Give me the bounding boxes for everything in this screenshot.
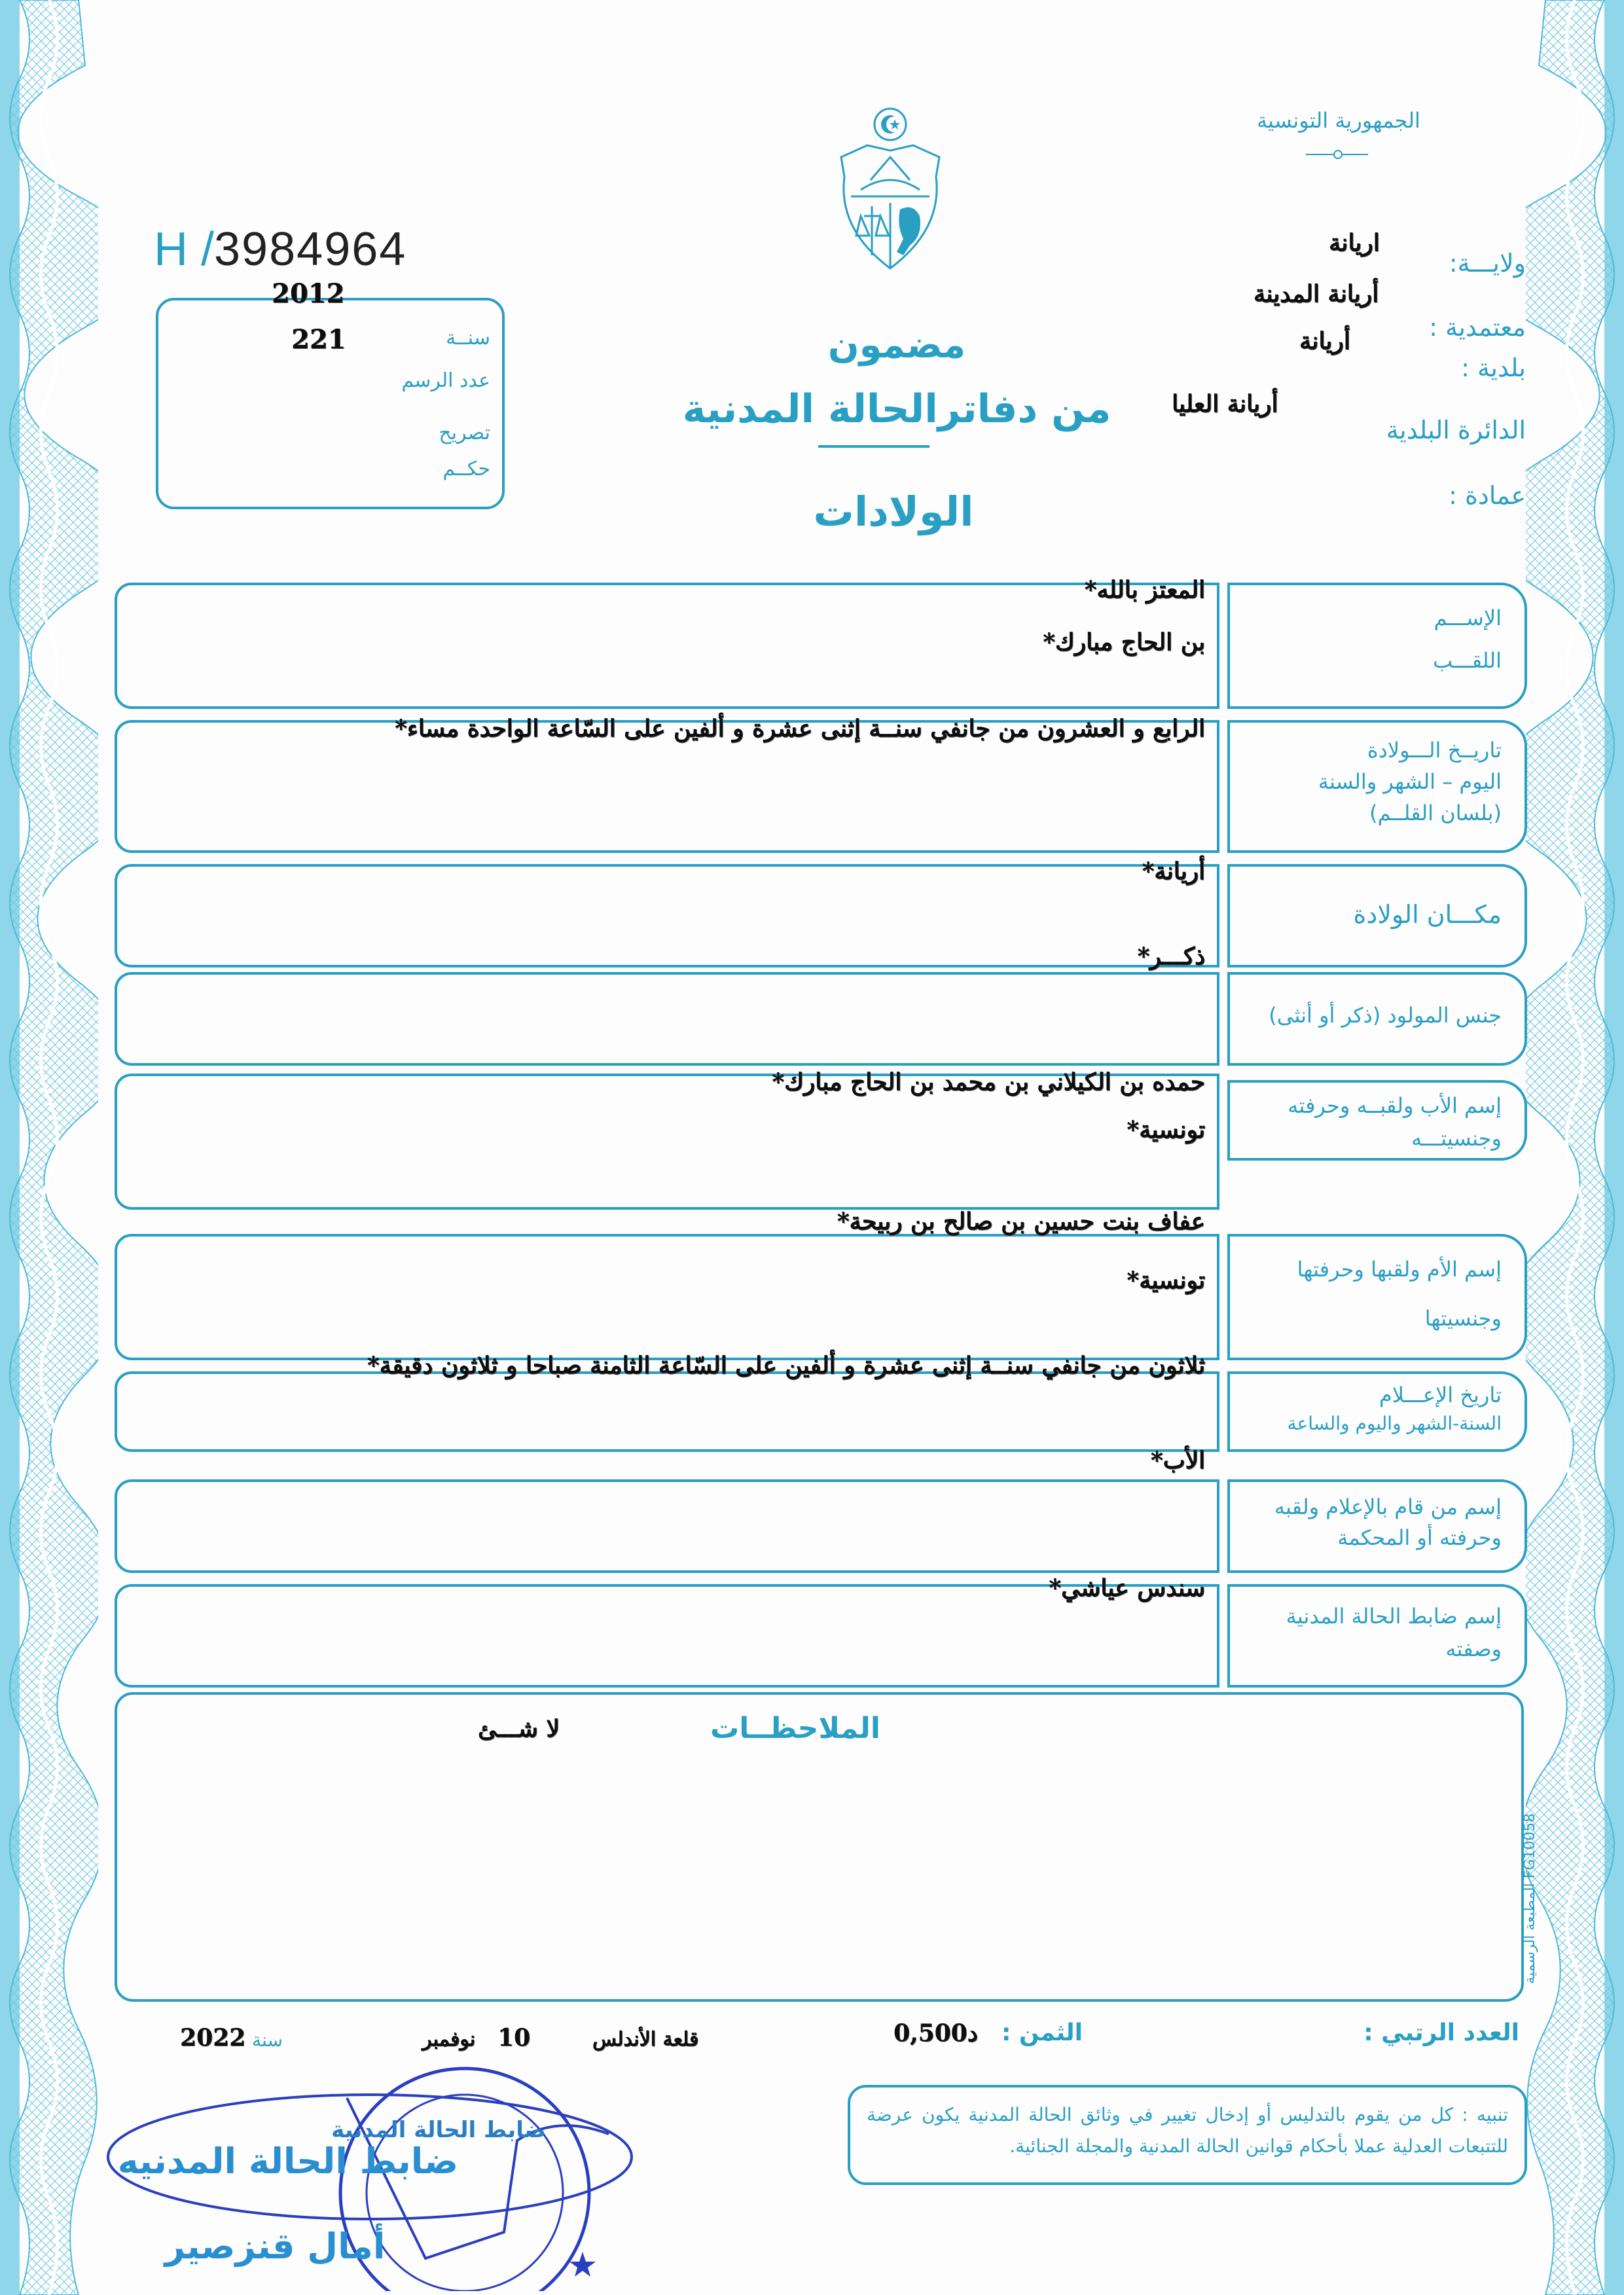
field-label: وجنسيتها [1424,1306,1502,1331]
title-underline [818,445,929,448]
field-label: تاريــخ الـــولادة [1367,738,1502,763]
field-label: (بلسان القلــم) [1369,801,1502,825]
field-label: جنس المولود (ذكر أو أنثى) [1269,1003,1502,1028]
issue-day: 10 [497,2024,531,2051]
stamp-signature-name: أمال قنزصير [164,2226,386,2267]
field-name-label-box [1227,583,1527,709]
field-declaration-date-value-box [115,1371,1219,1452]
field-sex-label-box [1227,972,1527,1066]
field-officer-label-box [1227,1584,1527,1688]
document-title-births: الولادات [813,488,974,535]
registry-year-label: سنــة [446,327,490,350]
field-sex-value-box [115,972,1219,1066]
registry-act-number-value: 221 [291,324,346,355]
serial-prefix: H / [154,223,215,276]
footer-price-label: الثمن : [1001,2019,1083,2046]
guilloche-border-left [0,0,98,2295]
field-value-declarant: الأب* [1150,1447,1205,1474]
field-value-father-nationality: تونسية* [1127,1116,1205,1144]
field-declarant-label-box [1227,1479,1527,1573]
field-label: إسم الأب ولقبــه وحرفته [1288,1093,1502,1118]
delegation-value: أريانة المدينة [1254,280,1379,308]
registry-act-number-label: عدد الرسم [401,369,490,392]
issue-place: قلعة الأندلس [592,2028,699,2051]
field-label: وصفته [1445,1636,1502,1661]
document-title-extract: مضمون [827,324,966,367]
field-father-label-box [1227,1080,1527,1161]
sector-label: عمادة : [1449,481,1526,510]
governorate-label: ولايـــة: [1449,249,1526,278]
field-mother-label-box [1227,1234,1527,1360]
field-declaration-date-label-box [1227,1371,1527,1452]
notes-label: الملاحظــات [710,1712,880,1745]
field-label: إسم من قام بالإعلام ولقبه [1274,1494,1502,1519]
issue-year-label: سنة [252,2029,283,2051]
field-value-officer: سندس عياشي* [1049,1574,1205,1602]
registry-year-value: 2012 [272,278,345,309]
field-value-sex: ذكـــر* [1137,943,1205,970]
field-birthdate-label-box [1227,720,1527,853]
field-value-birthplace: أريانة* [1142,858,1205,885]
field-value-first-name: المعتز بالله* [1084,576,1205,604]
field-label: اللقـــب [1433,648,1502,673]
field-label: السنة-الشهر واليوم والساعة [1287,1413,1502,1434]
footer-serial-label: العدد الرتبي : [1363,2019,1519,2046]
district-value: أريانة العليا [1172,390,1278,418]
issue-month: نوفمبر [422,2028,476,2051]
field-mother-value-box [115,1234,1219,1360]
tunisia-coat-of-arms-icon [831,105,949,281]
district-label: الدائرة البلدية [1386,416,1526,444]
field-label: وحرفته أو المحكمة [1337,1525,1502,1550]
field-value-declaration-date: ثلاثون من جانفي سنــة إثنى عشرة و ألفين على السّاعة الثامنة صباحا و ثلاثون دقيقة* [367,1352,1205,1379]
governorate-value: اريانة [1329,229,1380,257]
field-label: الإســـم [1434,605,1502,630]
field-label: مكـــان الولادة [1353,900,1502,929]
notes-value: لا شـــئ [478,1715,560,1743]
ornamental-rule [1306,154,1368,155]
delegation-label: معتمدية : [1429,313,1526,342]
field-label: وجنسيتـــه [1411,1126,1502,1151]
field-value-birthdate: الرابع و العشرون من جانفي سنــة إثنى عشرة و ألفين على السّاعة الواحدة مساء* [394,715,1205,742]
field-label: إسم الأم ولقبها وحرفتها [1297,1257,1502,1282]
field-birthplace-value-box [115,864,1219,967]
stamp-line-2: ضابط الحالة المدنيه [117,2141,459,2182]
warning-box [848,2085,1527,2185]
field-value-mother-name: عفاف بنت حسين بن صالح بن ربيحة* [837,1208,1205,1235]
field-label: اليوم – الشهر والسنة [1318,769,1502,794]
guilloche-border-right [1526,0,1624,2295]
republic-heading: الجمهورية التونسية [1257,108,1420,133]
registry-judgment-label: حكــم [442,458,490,480]
serial-digits: 3984964 [214,223,407,276]
field-declarant-value-box [115,1479,1219,1573]
field-label: إسم ضابط الحالة المدنية [1286,1604,1502,1629]
warning-text: تنبيه : كل من يقوم بالتدليس أو إدخال تغيير في وثائق الحالة المدنية يكون عرضة للتتبعات العدلية عملا بأحكام قوانين الحالة المدنية والمجلة الجنائية. [867,2104,1508,2157]
footer-price-value: 0,500د [893,2019,978,2047]
field-value-mother-nationality: تونسية* [1127,1267,1205,1294]
registry-declaration-label: تصريح [439,422,490,444]
official-stamp-signature [98,2042,655,2291]
issue-year-value: 2022 [180,2024,246,2051]
field-birthplace-label-box [1227,864,1527,967]
printer-mark: المطبعة الرسمية FG10058 [1522,1813,1538,1984]
field-value-surname: بن الحاج مبارك* [1043,628,1205,656]
municipality-value: أريانة [1299,327,1350,355]
serial-number [154,223,406,276]
document-title-registers: من دفاترالحالة المدنية [682,386,1111,432]
stamp-line-1: ضابط الحالة المدنية [331,2117,546,2143]
field-label: تاريخ الإعـــلام [1379,1382,1502,1407]
field-value-father-name: حمده بن الكيلاني بن محمد بن الحاج مبارك* [772,1068,1205,1096]
municipality-label: بلدية : [1461,353,1526,382]
